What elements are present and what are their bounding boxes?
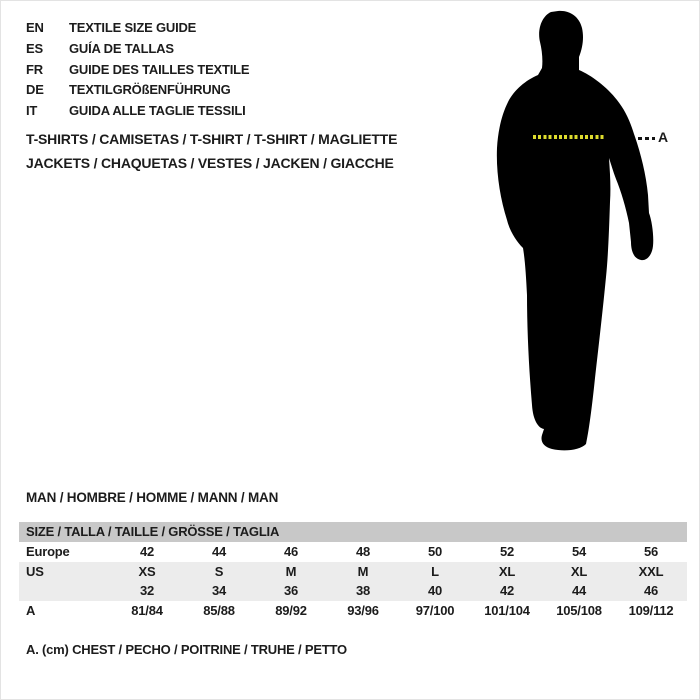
table-cell: 44 bbox=[571, 583, 587, 598]
language-label: TEXTILGRÖßENFÜHRUNG bbox=[69, 82, 231, 98]
measure-label-a: A bbox=[658, 129, 669, 145]
table-cell: 101/104 bbox=[484, 602, 530, 618]
table-cell: 56 bbox=[643, 544, 659, 559]
table-cell: 54 bbox=[571, 544, 587, 559]
language-row bbox=[26, 18, 249, 39]
table-row-chest bbox=[19, 601, 687, 621]
table-cell: 46 bbox=[283, 544, 299, 559]
table-cell: 105/108 bbox=[556, 602, 602, 618]
category-tshirts: T-SHIRTS / CAMISETAS / T-SHIRT / T-SHIRT / MAGLIETTE bbox=[26, 131, 398, 147]
row-label bbox=[19, 581, 111, 601]
table-cell: XS bbox=[138, 563, 156, 579]
language-code: EN bbox=[26, 20, 44, 35]
table-row-europe bbox=[19, 542, 687, 562]
table-cell: 97/100 bbox=[415, 602, 455, 618]
language-label: TEXTILE SIZE GUIDE bbox=[69, 20, 197, 35]
row-label: A bbox=[26, 602, 36, 618]
table-cell: M bbox=[285, 563, 297, 579]
table-cell: XL bbox=[570, 563, 588, 579]
section-title: MAN / HOMBRE / HOMME / MANN / MAN bbox=[26, 490, 279, 505]
table-cell: S bbox=[214, 563, 224, 579]
language-row bbox=[26, 60, 249, 81]
measure-leader-dashes bbox=[638, 137, 655, 140]
language-code: DE bbox=[26, 82, 44, 98]
table-cell: 85/88 bbox=[203, 602, 235, 618]
language-code: IT bbox=[26, 103, 38, 119]
table-cell: XL bbox=[498, 563, 516, 579]
table-cell: 42 bbox=[499, 583, 515, 598]
table-cell: 81/84 bbox=[131, 602, 163, 618]
table-cell: XXL bbox=[638, 563, 664, 579]
table-cell: 34 bbox=[211, 583, 227, 598]
language-label: GUÍA DE TALLAS bbox=[69, 40, 174, 56]
table-cell: 52 bbox=[499, 544, 515, 559]
table-cell: 40 bbox=[427, 583, 443, 598]
language-list bbox=[26, 18, 249, 122]
measurement-footnote: A. (cm) CHEST / PECHO / POITRINE / TRUHE / PETTO bbox=[26, 642, 347, 657]
language-label: GUIDE DES TAILLES TEXTILE bbox=[69, 61, 250, 77]
language-row bbox=[26, 39, 249, 60]
language-code: FR bbox=[26, 61, 43, 77]
table-row-numeric bbox=[19, 581, 687, 601]
table-cell: 46 bbox=[643, 583, 659, 598]
size-table-header: SIZE / TALLA / TAILLE / GRÖSSE / TAGLIA bbox=[19, 522, 687, 542]
man-silhouette bbox=[481, 1, 700, 471]
table-cell: 50 bbox=[427, 544, 443, 559]
table-cell: 48 bbox=[355, 544, 371, 559]
table-cell: 38 bbox=[355, 583, 371, 598]
chest-measure-dotted-line bbox=[533, 135, 606, 139]
language-row bbox=[26, 101, 249, 122]
table-cell: 32 bbox=[139, 583, 155, 598]
table-cell: L bbox=[431, 563, 439, 579]
table-cell: 42 bbox=[139, 544, 155, 559]
table-cell: 93/96 bbox=[347, 602, 379, 618]
category-lines bbox=[26, 127, 397, 175]
language-row bbox=[26, 80, 249, 101]
table-cell: 44 bbox=[211, 544, 227, 559]
table-cell: M bbox=[357, 563, 369, 579]
row-label: Europe bbox=[26, 544, 70, 559]
category-jackets: JACKETS / CHAQUETAS / VESTES / JACKEN / GIACCHE bbox=[26, 155, 394, 171]
table-row-us bbox=[19, 562, 687, 582]
language-code: ES bbox=[26, 40, 43, 56]
table-cell: 89/92 bbox=[275, 602, 307, 618]
table-cell: 109/112 bbox=[628, 602, 674, 618]
row-label: US bbox=[26, 563, 44, 579]
table-cell: 36 bbox=[283, 583, 299, 598]
language-label: GUIDA ALLE TAGLIE TESSILI bbox=[69, 103, 246, 119]
size-table bbox=[19, 522, 687, 620]
